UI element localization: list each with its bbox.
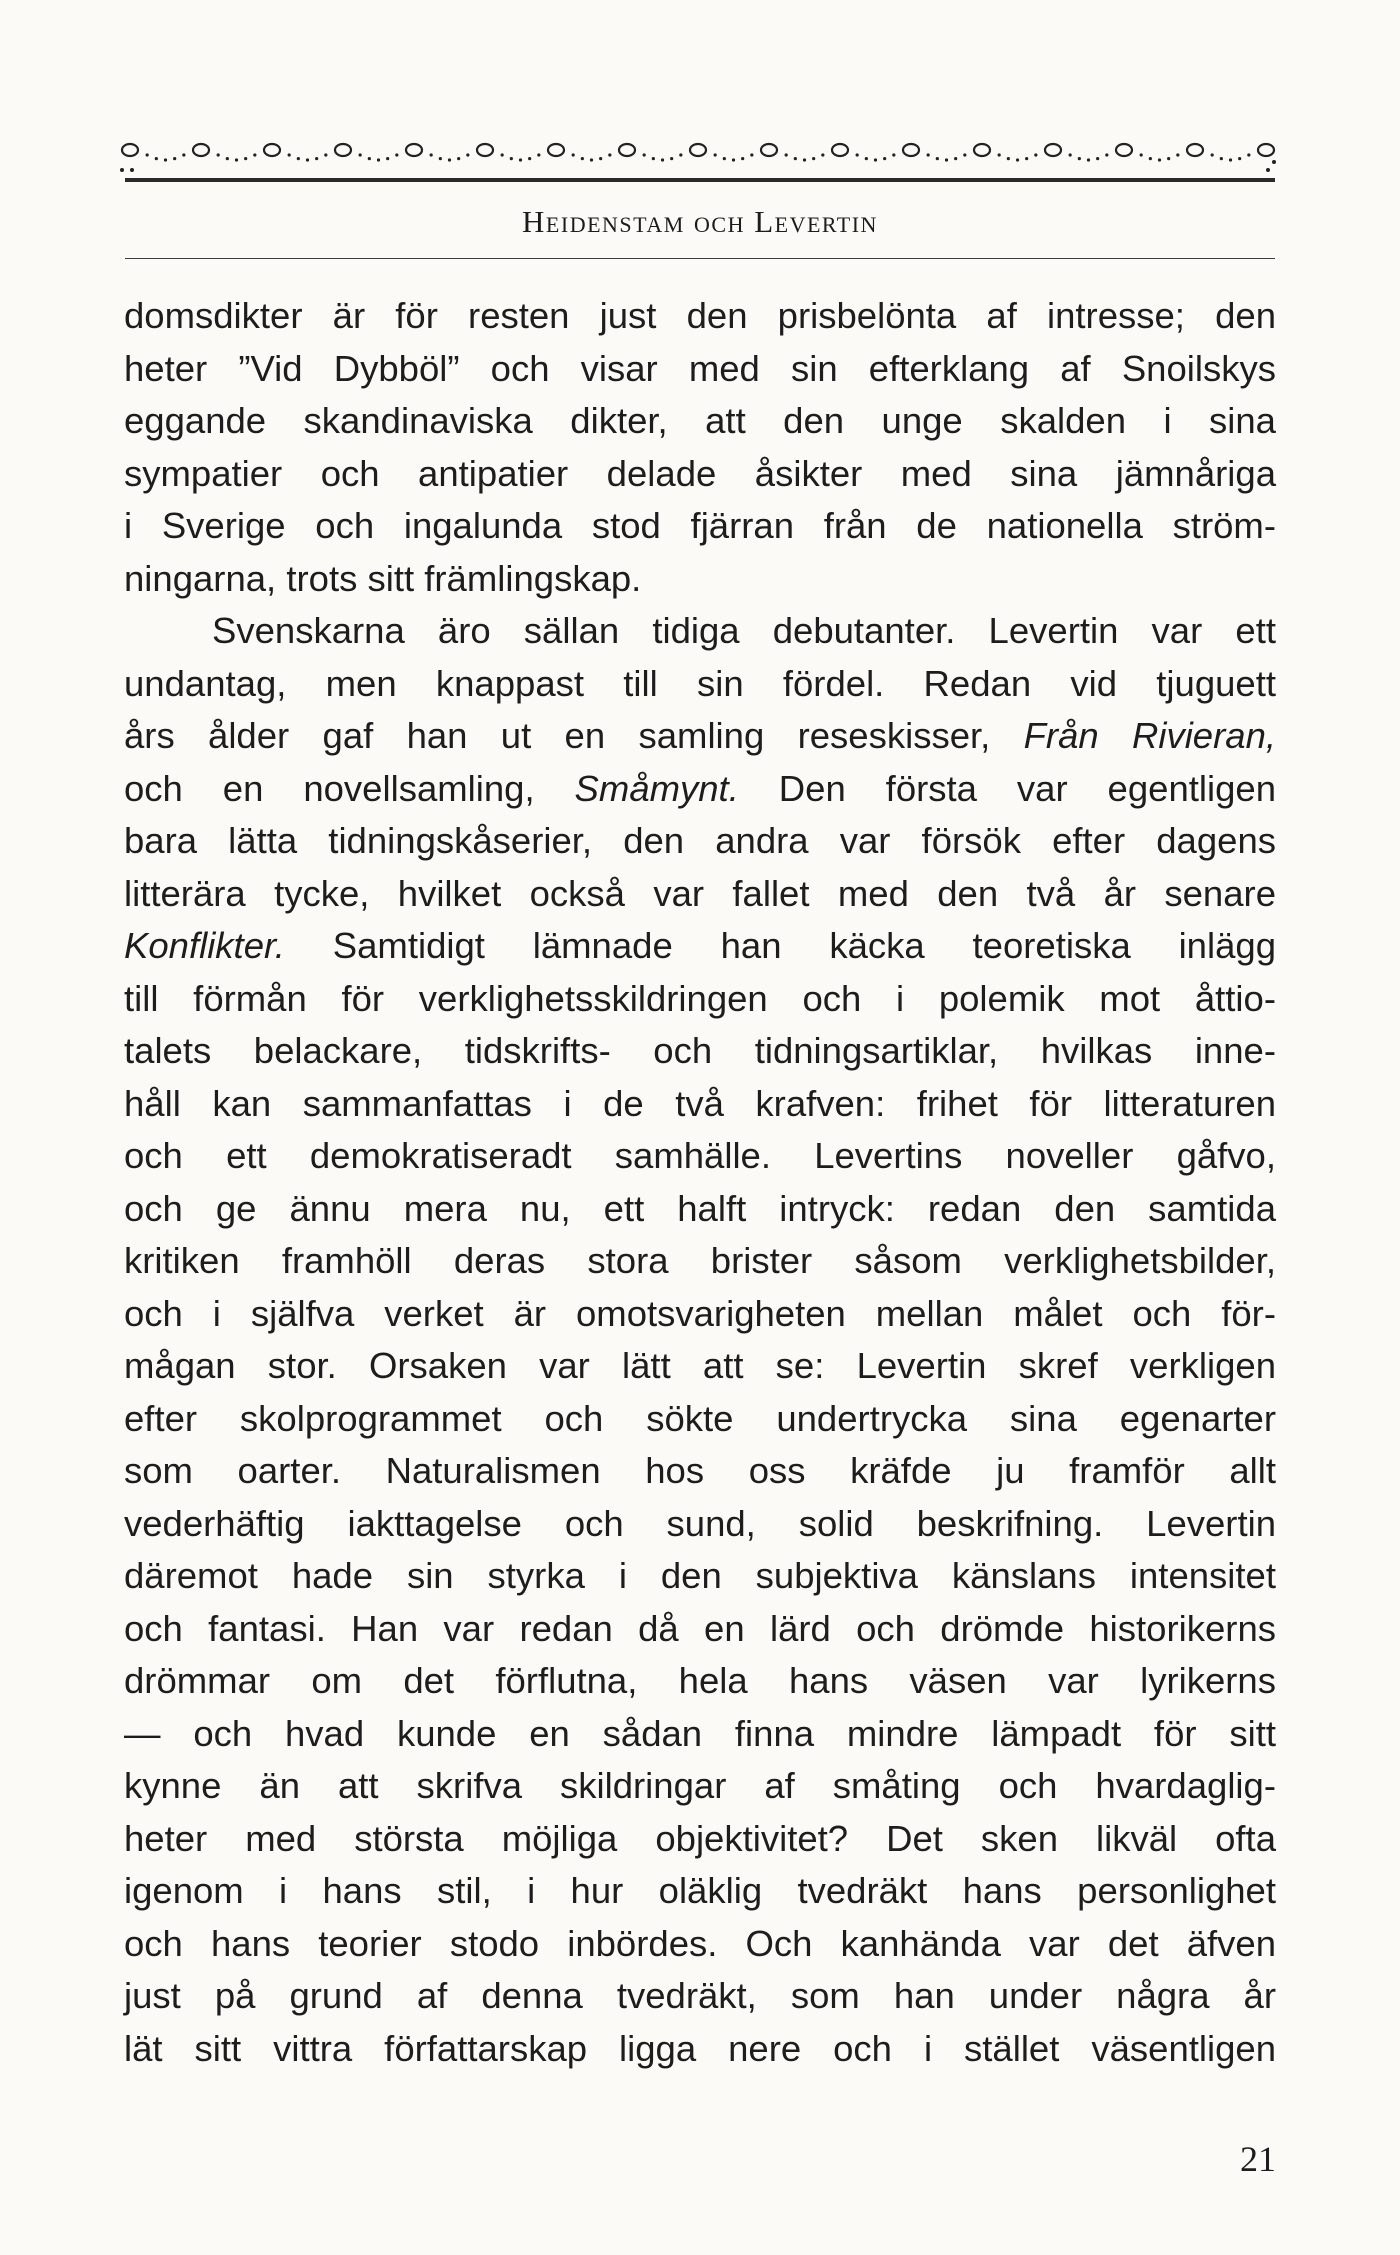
body-text [124, 290, 1276, 2075]
chain-dot [519, 158, 522, 161]
corner-dot [1266, 168, 1270, 172]
italic-title: Småmynt. [574, 767, 739, 809]
chain-dot [741, 157, 744, 160]
text-run: Den första var egentligen [738, 767, 1276, 809]
text-line [124, 710, 1276, 763]
chain-dot [288, 153, 291, 156]
text-line [124, 2023, 1276, 2076]
chain-dot [581, 157, 584, 160]
chain-dot [173, 157, 176, 160]
chain-dot [998, 153, 1001, 156]
chain-dot [439, 157, 442, 160]
chain-dot [821, 153, 824, 156]
text-run: däremot hade sin styrka i den subjektiva känslans intensitet [124, 1555, 1276, 1596]
text-run: till förmån för verklighetsskildringen och i polemik mot åttio- [124, 977, 1276, 1019]
text-run: — och hvad kunde en sådan finna mindre lämpadt för sitt [124, 1712, 1276, 1754]
text-run: kritiken framhöll deras stora brister såsom verklighetsbilder, [124, 1240, 1276, 1281]
chain-dot [430, 153, 433, 156]
chain-dot [528, 157, 531, 160]
text-line [124, 1340, 1276, 1393]
chain-dot [226, 157, 229, 160]
text-run: eggande skandinaviska dikter, att den unge skalden i sina [124, 400, 1276, 441]
chain-dot [1247, 153, 1250, 156]
chain-dot [297, 157, 300, 160]
chain-ring [193, 144, 209, 156]
text-line [124, 448, 1276, 501]
chain-ring [832, 144, 848, 156]
chain-dot [457, 157, 460, 160]
chain-dot [1140, 153, 1143, 156]
chain-ring [619, 144, 635, 156]
chain-ring [1258, 144, 1274, 156]
text-run: och fantasi. Han var redan då en lärd och drömde historikerns [124, 1607, 1276, 1649]
text-run: ningarna, trots sitt främlingskap. [124, 557, 642, 599]
chain-dot [945, 158, 948, 161]
chain-ring [406, 144, 422, 156]
chain-dot [377, 158, 380, 161]
text-run: som oarter. Naturalismen hos oss kräfde ju framför allt [124, 1450, 1276, 1491]
chain-dot [359, 153, 362, 156]
chain-dot [1176, 153, 1179, 156]
chain-dot [1149, 157, 1152, 160]
chain-dot [936, 157, 939, 160]
text-run: håll kan sammanfattas i de två krafven: frihet för litteraturen [124, 1082, 1276, 1124]
chain-dot [1096, 157, 1099, 160]
chain-dot [448, 158, 451, 161]
text-run: i Sverige och ingalunda stod fjärran från de nationella ström- [124, 505, 1276, 546]
text-line [124, 605, 1276, 658]
text-line [124, 1918, 1276, 1971]
chain-dot [1211, 153, 1214, 156]
chain-dot [368, 157, 371, 160]
text-run: efter skolprogrammet och sökte undertrycka sina egenarter [124, 1397, 1276, 1439]
text-run: Samtidigt lämnade han käcka teoretiska inlägg [284, 925, 1276, 966]
chain-ring [264, 144, 280, 156]
chain-dot [1167, 157, 1170, 160]
chain-dot [1229, 158, 1232, 161]
text-line [124, 1183, 1276, 1236]
running-head: Heidenstam och Levertin [522, 204, 878, 239]
text-line [124, 1550, 1276, 1603]
chain-dot [1158, 158, 1161, 161]
chain-dot [1007, 157, 1010, 160]
chain-ring [548, 144, 564, 156]
chain-dot [244, 157, 247, 160]
text-run: mågan stor. Orsaken var lätt att se: Levertin skref verkligen [124, 1345, 1276, 1386]
chain-dot [892, 153, 895, 156]
text-run: kynne än att skrifva skildringar af småting och hvardaglig- [124, 1765, 1276, 1806]
chain-dot [856, 153, 859, 156]
chain-dot [608, 153, 611, 156]
chain-dot [1016, 158, 1019, 161]
text-run: domsdikter är för resten just den prisbelönta af intresse; den [124, 295, 1276, 336]
chain-ring [690, 144, 706, 156]
chain-dot [395, 153, 398, 156]
text-line [124, 1603, 1276, 1656]
italic-title: Konflikter. [124, 925, 285, 966]
text-run: heter ”Vid Dybböl” och visar med sin efterklang af Snoilskys [124, 347, 1276, 389]
text-line [124, 815, 1276, 868]
corner-dot [1272, 160, 1276, 164]
text-run: och ett demokratiseradt samhälle. Levertins noveller gåfvo, [124, 1135, 1276, 1176]
chain-dot [927, 153, 930, 156]
chain-dot [679, 153, 682, 156]
chain-dot [1105, 153, 1108, 156]
chain-ring [1116, 144, 1132, 156]
chain-dot [324, 153, 327, 156]
chain-dot [1034, 153, 1037, 156]
chain-dot [732, 158, 735, 161]
text-line [124, 1078, 1276, 1131]
chain-dot [954, 157, 957, 160]
italic-title: Från Rivieran, [1023, 715, 1277, 756]
text-run: och hans teorier stodo inbördes. Och kanhända var det äfven [124, 1922, 1276, 1964]
text-line [124, 1445, 1276, 1498]
text-line [124, 1813, 1276, 1866]
chain-ring [761, 144, 777, 156]
chain-ring [903, 144, 919, 156]
chain-dot [865, 157, 868, 160]
chain-dot [661, 158, 664, 161]
chain-dot [572, 153, 575, 156]
text-line [124, 868, 1276, 921]
text-run: sympatier och antipatier delade åsikter med sina jämnåriga [124, 452, 1276, 494]
text-run: drömmar om det förflutna, hela hans väsen var lyrikerns [124, 1660, 1276, 1701]
text-line [124, 395, 1276, 448]
text-run: litterära tycke, hvilket också var fallet med den två år senare [124, 872, 1276, 914]
chain-dot [874, 158, 877, 161]
text-line [124, 1130, 1276, 1183]
chain-dot [235, 158, 238, 161]
chain-dot [386, 157, 389, 160]
text-line [124, 1970, 1276, 2023]
header-rule-bottom [125, 258, 1275, 259]
text-line [124, 763, 1276, 816]
text-line [124, 1865, 1276, 1918]
chain-dot [182, 153, 185, 156]
chain-dot [306, 158, 309, 161]
text-line [124, 1393, 1276, 1446]
text-run: just på grund af denna tvedräkt, som han under några år [124, 1975, 1276, 2016]
chain-dot [1087, 158, 1090, 161]
text-line [124, 973, 1276, 1026]
text-line [124, 1655, 1276, 1708]
text-line [124, 553, 1276, 606]
chain-dot [794, 157, 797, 160]
text-run: och i själfva verket är omotsvarigheten mellan målet och för- [124, 1292, 1276, 1334]
text-line [124, 1025, 1276, 1078]
chain-dot [146, 153, 149, 156]
chain-ring [122, 144, 138, 156]
chain-dot [643, 153, 646, 156]
chain-ring [974, 144, 990, 156]
text-line [124, 290, 1276, 343]
text-line [124, 1708, 1276, 1761]
text-run: heter med största möjliga objektivitet? Det sken likväl ofta [124, 1817, 1276, 1859]
chain-dot [466, 153, 469, 156]
text-run: års ålder gaf han ut en samling reseskisser, [124, 715, 1024, 756]
chain-dot [750, 153, 753, 156]
text-line [124, 1760, 1276, 1813]
header-rule-top [125, 178, 1275, 182]
text-line [124, 1498, 1276, 1551]
text-run: och ge ännu mera nu, ett halft intryck: redan den samtida [124, 1187, 1276, 1229]
text-run: lät sitt vittra författarskap ligga nere och i stället väsentligen [124, 2027, 1276, 2069]
chain-dot [253, 153, 256, 156]
chain-dot [652, 157, 655, 160]
chain-dot [670, 157, 673, 160]
chain-dot [1238, 157, 1241, 160]
text-line [124, 500, 1276, 553]
chain-dot [723, 157, 726, 160]
text-line [124, 1288, 1276, 1341]
chain-dot [164, 158, 167, 161]
chain-ring [1045, 144, 1061, 156]
chain-ring [335, 144, 351, 156]
chain-dot [1069, 153, 1072, 156]
chain-dot [315, 157, 318, 160]
chain-dot [590, 158, 593, 161]
text-run: undantag, men knappast till sin fördel. Redan vid tjuguett [124, 662, 1276, 704]
chain-dot [510, 157, 513, 160]
text-line [124, 920, 1276, 973]
chain-dot [714, 153, 717, 156]
chain-dot [501, 153, 504, 156]
text-run: bara lätta tidningskåserier, den andra var försök efter dagens [124, 820, 1276, 861]
chain-ring [1187, 144, 1203, 156]
chain-dot [1220, 157, 1223, 160]
text-line [124, 343, 1276, 396]
text-line [124, 1235, 1276, 1288]
chain-dot [963, 153, 966, 156]
text-run: Svenskarna äro sällan tidiga debutanter. Levertin var ett [212, 610, 1276, 651]
text-run: talets belackare, tidskrifts- och tidningsartiklar, hvilkas inne- [124, 1030, 1276, 1071]
chain-dot [155, 157, 158, 160]
text-run: vederhäftig iakttagelse och sund, solid beskrifning. Levertin [124, 1502, 1276, 1544]
chain-ring [477, 144, 493, 156]
chain-dot [599, 157, 602, 160]
chain-dot [812, 157, 815, 160]
chain-dot [1025, 157, 1028, 160]
corner-dot [120, 168, 124, 172]
text-line [124, 658, 1276, 711]
chain-dot [1078, 157, 1081, 160]
text-run: och en novellsamling, [124, 767, 575, 809]
chain-dot [537, 153, 540, 156]
text-run: igenom i hans stil, i hur oläklig tvedräkt hans personlighet [124, 1870, 1276, 1911]
chain-dot [883, 157, 886, 160]
chain-dot [217, 153, 220, 156]
chain-dot [785, 153, 788, 156]
page-number: 21 [1240, 2139, 1276, 2179]
corner-dot [130, 168, 134, 172]
chain-dot [803, 158, 806, 161]
